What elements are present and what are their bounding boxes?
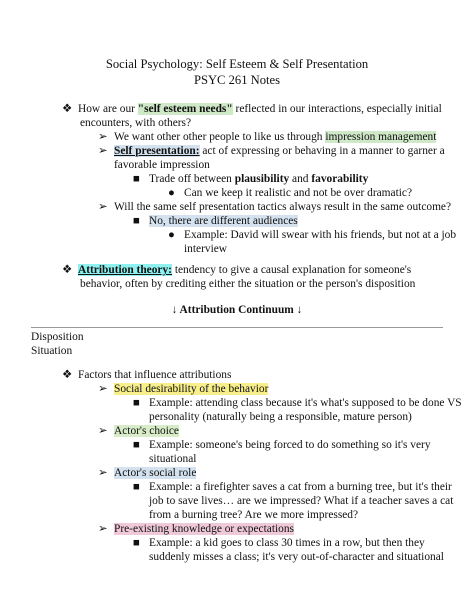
audiences-highlight: No, there are different audiences: [149, 215, 298, 227]
factor-3: [98, 467, 196, 480]
question-text-pre: How are our: [78, 103, 138, 115]
factor-2-example-line2: situational: [149, 453, 197, 465]
continuum-label-situation: Situation: [31, 345, 73, 357]
factor-2-example-text: Example: someone's being forced to do something so it's very: [149, 439, 431, 451]
sub-point-1-pre: Trade off between: [149, 173, 235, 185]
answer-2: [98, 145, 445, 158]
arrow-bullet-icon: ➢: [98, 201, 108, 213]
factor-3-example: [133, 481, 452, 494]
attribution-theory-text: tendency to give a causal explanation for someone's: [171, 264, 412, 276]
sub-point-1-mid: and: [289, 173, 312, 185]
factor-3-example-text: Example: a firefighter saves a cat from a burning tree, but it's their: [149, 481, 452, 493]
square-bullet-icon: ■: [133, 537, 140, 549]
arrow-bullet-icon: ➢: [98, 467, 108, 479]
factor-4-example-line2: suddenly misses a class; it's very out-of-character and situational: [149, 551, 444, 563]
answer-2-line2: favorable impression: [114, 159, 210, 171]
detail-2-text: Example: David will swear with his friends, but not at a job: [184, 229, 457, 241]
factor-4-highlight: Pre-existing knowledge or expectations: [114, 523, 294, 535]
document-subtitle: PSYC 261 Notes: [193, 73, 281, 87]
answer-2-text: act of expressing or behaving in a manner to garner a: [199, 145, 445, 157]
factor-1: [98, 383, 268, 396]
self-presentation-term: Self presentation:: [114, 145, 200, 157]
detail-2-line2: interview: [184, 243, 228, 255]
answer-3: [98, 201, 451, 214]
document-title: Social Psychology: Self Esteem & Self Presentation: [105, 57, 369, 71]
detail-1: [168, 187, 412, 200]
arrow-bullet-icon: ➢: [98, 425, 108, 437]
question-bullet: [62, 103, 442, 116]
sub-point-2: [133, 215, 298, 228]
attribution-theory-line2: behavior, often by crediting either the situation or the person's disposition: [80, 278, 416, 290]
plausibility-term: plausibility: [234, 173, 290, 185]
factor-2-highlight: Actor's choice: [114, 425, 179, 437]
factor-2: [98, 425, 179, 438]
factor-1-highlight: Social desirability of the behavior: [114, 383, 269, 395]
arrow-bullet-icon: ➢: [98, 523, 108, 535]
factor-4: [98, 523, 294, 536]
continuum-heading: ↓ Attribution Continuum ↓: [171, 304, 303, 316]
dot-bullet-icon: ●: [168, 229, 175, 241]
factor-4-example: [133, 537, 425, 550]
factor-1-example-text: Example: attending class because it's what's supposed to be done VS: [149, 397, 462, 409]
factor-1-example-line2: personality (naturally being a responsible, mature person): [149, 411, 412, 423]
sub-point-1: [133, 173, 368, 186]
diamond-bullet-icon: ❖: [62, 369, 73, 381]
continuum-label-disposition: Disposition: [31, 331, 84, 343]
square-bullet-icon: ■: [133, 173, 140, 185]
square-bullet-icon: ■: [133, 397, 140, 409]
factor-3-highlight: Actor's social role: [114, 467, 197, 479]
attribution-theory-term: Attribution theory:: [78, 264, 172, 276]
factor-4-example-text: Example: a kid goes to class 30 times in a row, but then they: [149, 537, 425, 549]
answer-1-text: We want other other people to like us through: [114, 131, 326, 143]
answer-3-text: Will the same self presentation tactics always result in the same outcome?: [114, 201, 452, 213]
factor-3-example-line3: from a burning tree? Are we more impressed?: [149, 509, 359, 521]
question-highlight: "self esteem needs": [137, 103, 233, 115]
diamond-bullet-icon: ❖: [62, 103, 73, 115]
answer-1: [98, 131, 436, 144]
diamond-bullet-icon: ❖: [62, 264, 73, 276]
arrow-bullet-icon: ➢: [98, 145, 108, 157]
detail-1-text: Can we keep it realistic and not be over dramatic?: [184, 187, 413, 199]
favorability-term: favorability: [311, 173, 369, 185]
question-text-post: reflected in our interactions, especially initial: [232, 103, 442, 115]
detail-2: [168, 229, 456, 242]
factors-heading: [62, 369, 231, 382]
question-line2: encounters, with others?: [80, 117, 192, 129]
arrow-bullet-icon: ➢: [98, 131, 108, 143]
continuum-line: [31, 327, 443, 328]
factor-3-example-line2: job to save lives… are we impressed? What if a teacher saves a cat: [149, 495, 454, 507]
factors-heading-text: Factors that influence attributions: [78, 369, 232, 381]
arrow-bullet-icon: ➢: [98, 383, 108, 395]
attribution-theory: [62, 264, 411, 277]
square-bullet-icon: ■: [133, 215, 140, 227]
dot-bullet-icon: ●: [168, 187, 175, 199]
factor-2-example: [133, 439, 431, 452]
factor-1-example: [133, 397, 462, 410]
square-bullet-icon: ■: [133, 439, 140, 451]
impression-management-highlight: impression management: [325, 131, 437, 143]
square-bullet-icon: ■: [133, 481, 140, 493]
